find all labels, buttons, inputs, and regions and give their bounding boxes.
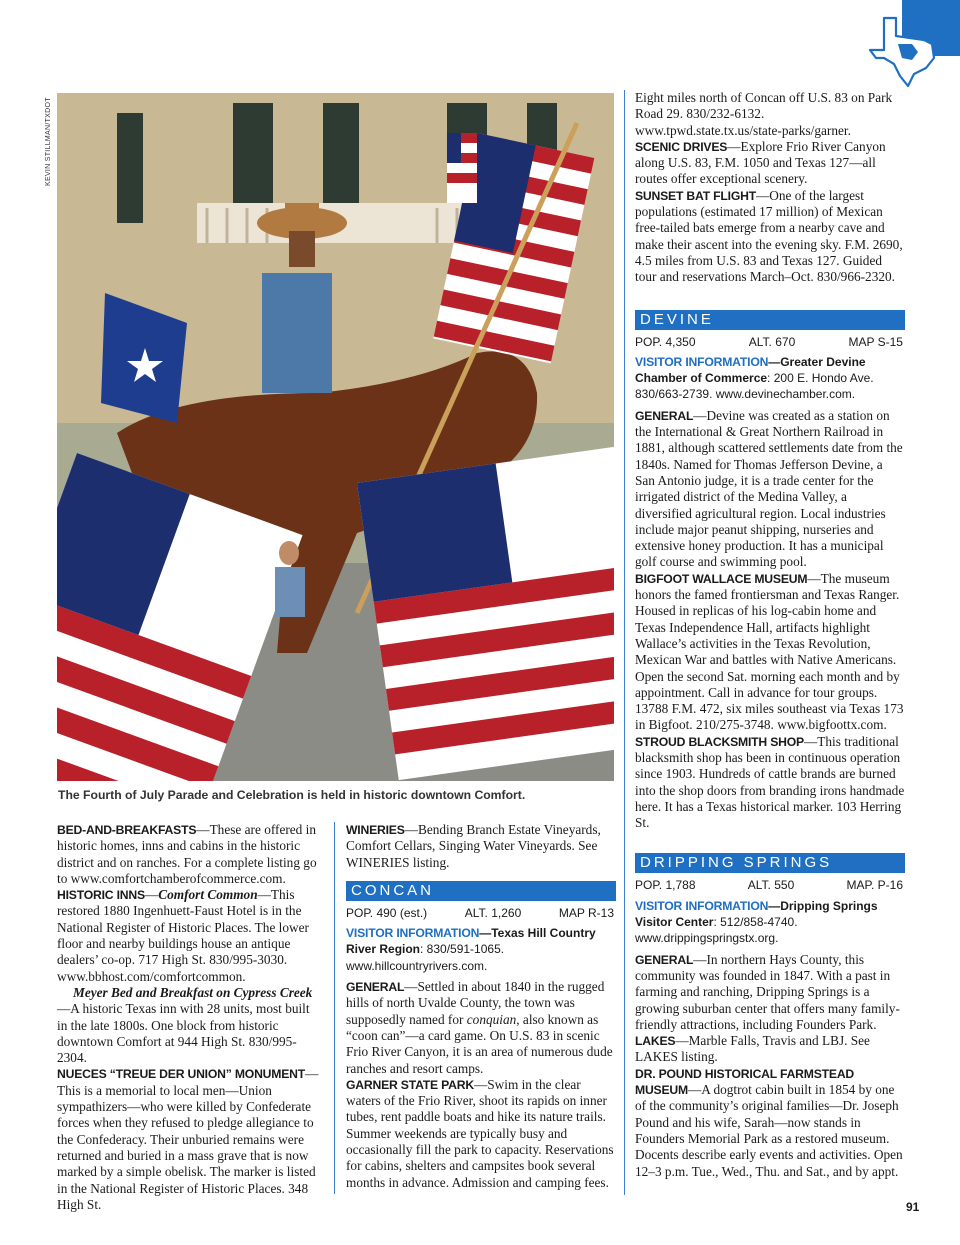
concan-general: GENERAL—Settled in about 1840 in the rugged hills of north Uvalde County, the town was supposedly named for conquian, also known as “coon can”—a card game. On U.S. 83 in scenic Frio River Canyon, it is an area of numerous dude ranches and resort camps. (346, 979, 613, 1076)
bigfoot-text: The museum honors the famed frontiersman and Texas Ranger. Housed in replicas of his log-cabin home and Texas Independence Hall, artifacts highlight Wallace’s activities in the Texas Revolution, Mexican War and battles with Native Americans. Open the second Sat. morning each month and by appointment. Call in advance for tour groups. 13788 F.M. 472, six miles southeast via Texas 173 in Bigfoot. 210/275-3748. www.bigfoottx.com. (635, 570, 904, 733)
wineries-entry: WINERIES—Bending Branch Estate Vineyards, Comfort Cellars, Singing Water Vineyards. See WINERIES listing. (346, 822, 601, 870)
wineries-heading: WINERIES (346, 823, 405, 837)
column-2 (346, 822, 616, 1191)
lakes-entry: LAKES—Marble Falls, Travis and LBJ. See LAKES listing. (635, 1033, 870, 1065)
scenic-heading: SCENIC DRIVES (635, 139, 728, 154)
devine-visitor-text: : 200 E. Hondo Ave. 830/663-2739. www.devinechamber.com. (635, 371, 874, 402)
dripping-general-heading: GENERAL (635, 952, 694, 967)
bat-entry: SUNSET BAT FLIGHT—One of the largest populations (estimated 17 million) of Mexican free-tailed bats emerge from a nearby cave and make their ascent into the evening sky. F.M. 2690, 4.5 miles from U.S. 83 and Texas 127. Guided tour and reservations March–Oct. 830/966-2320. (635, 187, 903, 285)
bigfoot-heading: BIGFOOT WALLACE MUSEUM (635, 571, 808, 586)
concan-pop: POP. 490 (est.) (346, 905, 428, 920)
dripping-visitor-heading: VISITOR INFORMATION (635, 898, 769, 913)
wineries-text: Bending Branch Estate Vineyards, Comfort Cellars, Singing Water Vineyards. See WINERIES listing. (346, 822, 601, 870)
stroud-entry: STROUD BLACKSMITH SHOP—This traditional blacksmith shop has been in continuous operation since 1903. Hundreds of cattle brands are burned into the shop doors from branding irons handmade here. It has a Texas historical marker. 103 Herring St. (635, 733, 905, 831)
devine-visitor (635, 354, 905, 403)
nueces-heading: NUECES “TREUE DER UNION” MONUMENT (57, 1067, 305, 1082)
photo-credit: KEVIN STILLMAN/TXDOT (45, 97, 52, 186)
stroud-heading: STROUD BLACKSMITH SHOP (635, 734, 804, 749)
column-rule-1 (334, 822, 335, 1194)
devine-visitor-heading: VISITOR INFORMATION (635, 354, 769, 369)
pound-entry: DR. POUND HISTORICAL FARMSTEAD MUSEUM—A dogtrot cabin built in 1854 by one of the community’s original families—Dr. Joseph Pound and his wife, Sarah—now stands in Founders Memorial Park as a restored museum. Docents describe early events and activities. Open 12–3 p.m. Tue., Wed., Thu. and Sat., and by appt. (635, 1066, 903, 1179)
devine-alt: ALT. 670 (748, 334, 796, 349)
lakes-text: Marble Falls, Travis and LBJ. See LAKES listing. (635, 1033, 870, 1065)
nueces-text: This is a memorial to local men—Union sympathizers—who were killed by Confederate forces when they refused to pledge allegiance to the Confederacy. Their unburied remains were returned and buried in a mass grave that is now marked by a simple obelisk. The marker is listed in the National Register of Historic Places. 348 High St. (57, 1082, 316, 1212)
meyer-entry: Meyer Bed and Breakfast on Cypress Creek—A historic Texas inn with 28 units, most built in the late 1800s. One block from historic downtown Comfort at 944 High St. 830/995-2304. (57, 984, 313, 1066)
dripping-pop: POP. 1,788 (635, 878, 696, 893)
meyer-name: Meyer Bed and Breakfast on Cypress Creek (73, 984, 313, 1000)
dripping-general: GENERAL—In northern Hays County, this community was founded in 1847. With a past in farming and ranching, Dripping Springs is a growing suburban center that offers many family-friendly attractions, including Founders Park. (635, 951, 900, 1032)
inns-text: This restored 1880 Ingenhuett-Faust Hotel is in the National Register of Historic Places. The lower floor and nearby buildings house an antique dealers’ co-op. 717 High St. 830/995-3030. www.bbhost.com/comfortcommon. (57, 887, 309, 984)
bigfoot-entry: BIGFOOT WALLACE MUSEUM—The museum honors the famed frontiersman and Texas Ranger. Housed in replicas of his log-cabin home and Texas Independence Hall, artifacts highlight Wallace’s activities in the Texas Revolution, Mexican War and battles with Native Americans. Open the second Sat. morning each month and by appointment. Call in advance for tour groups. 13788 F.M. 472, six miles southeast via Texas 173 in Bigfoot. 210/275-3748. www.bigfoottx.com. (635, 570, 904, 733)
column-rule-2 (624, 90, 625, 1195)
inns-heading: HISTORIC INNS (57, 888, 145, 903)
concan-stats (346, 905, 616, 921)
nueces-entry: NUECES “TREUE DER UNION” MONUMENT—This is a memorial to local men—Union sympathizers—who were killed by Confederate forces when they refused to pledge allegiance to the Confederacy. Their unburied remains were returned and buried in a mass grave that is now marked by a simple obelisk. The marker is listed in the National Register of Historic Places. 348 High St. (57, 1066, 319, 1212)
column-3 (635, 90, 905, 1180)
bat-heading: SUNSET BAT FLIGHT (635, 188, 756, 203)
devine-general-text: Devine was created as a station on the International & Great Northern Railroad in 1881, although scattered settlements date from the 1840s. Named for Thomas Jefferson Devine, a San Antonio judge, it is a trade center for the irrigated district of the Medina Valley, a diversified agricultural region. Local industries include major peanut shipping, nurseries and extensive honey production. It has a municipal golf course and swimming pool. (635, 407, 903, 570)
bnb-heading: BED-AND-BREAKFASTS (57, 823, 197, 837)
dripping-visitor (635, 898, 905, 947)
devine-general: GENERAL—Devine was created as a station on the International & Great Northern Railroad in 1881, although scattered settlements date from the 1840s. Named for Thomas Jefferson Devine, a San Antonio judge, it is a trade center for the irrigated district of the Medina Valley, a diversified agricultural region. Local industries include major peanut shipping, nurseries and extensive honey production. It has a municipal golf course and swimming pool. (635, 407, 903, 570)
concan-general-italic: conquian (466, 1011, 517, 1027)
concan-general-text-a: Settled in about 1840 in the rugged hills of north Uvalde County, the town was supposedly named for (346, 979, 605, 1027)
concan-title-bar: CONCAN (346, 881, 616, 901)
meyer-text: A historic Texas inn with 28 units, most built in the late 1800s. One block from historic downtown Comfort at 944 High St. 830/995-2304. (57, 1001, 310, 1066)
pound-heading: DR. POUND HISTORICAL FARMSTEAD MUSEUM (635, 1066, 855, 1098)
dripping-map: MAP. P-16 (846, 878, 903, 893)
concan-general-text-b: , also known as “coon can”—a card game. On U.S. 83 in scenic Frio River Canyon, it is an area of numerous dude ranches and resort camps. (346, 1011, 613, 1076)
parade-illustration (57, 93, 614, 781)
devine-title-bar: DEVINE (635, 310, 905, 330)
bnb-text: These are offered in historic homes, inns and cabins in the historic district and on ranches. For a complete listing go to www.comfortchamberofcommerce.com. (57, 822, 317, 886)
photo-caption: The Fourth of July Parade and Celebration is held in historic downtown Comfort. (58, 788, 526, 802)
pound-text: A dogtrot cabin built in 1854 by one of the community’s original families—Dr. Joseph Pound and his wife, Sarah—now stands in Founders Memorial Park as a restored museum. Docents describe early events and activities. Open 12–3 p.m. Tue., Wed., Thu. and Sat., and by appt. (635, 1082, 903, 1179)
devine-map: MAP S-15 (848, 334, 903, 349)
dripping-alt: ALT. 550 (747, 878, 795, 893)
garner-heading: GARNER STATE PARK (346, 1077, 474, 1092)
concan-visitor-text: : 830/591-1065. www.hillcountryrivers.com. (346, 942, 505, 973)
garner-continued: Eight miles north of Concan off U.S. 83 on Park Road 29. 830/232-6132. www.tpwd.state.tx.us/state-parks/garner. (635, 90, 893, 138)
devine-visitor-org: —Greater Devine Chamber of Commerce (635, 354, 866, 386)
scenic-entry: SCENIC DRIVES—Explore Frio River Canyon along U.S. 83, F.M. 1050 and Texas 127—all routes offer exceptional scenery. (635, 138, 886, 187)
garner-entry: GARNER STATE PARK—Swim in the clear waters of the Frio River, shoot its rapids on inner tubes, rent paddle boats and hike its nature trails. Summer weekends are typically busy and occasionally fill the park to capacity. Reservations for cabins, shelters and campsites book several months in advance. Admission and camping fees. (346, 1076, 614, 1190)
bat-text: One of the largest populations (estimated 17 million) of Mexican free-tailed bats emerge from a nearby cave and make their ascent into the evening sky. F.M. 2690, 4.5 miles from U.S. 83 and Texas 127. Guided tour and reservations March–Oct. 830/966-2320. (635, 187, 903, 285)
concan-visitor-org: —Texas Hill Country River Region (346, 926, 596, 957)
concan-visitor (346, 925, 616, 974)
lakes-heading: LAKES (635, 1034, 676, 1049)
texas-map-icon (868, 14, 940, 88)
dripping-title-bar: DRIPPING SPRINGS (635, 853, 905, 873)
concan-alt: ALT. 1,260 (464, 905, 522, 920)
stroud-text: This traditional blacksmith shop has been in continuous operation since 1903. Hundreds of cattle brands are burned into the shop doors from branding irons handmade here. It has a Texas historical marker. 103 Herring St. (635, 733, 905, 831)
garner-text: Swim in the clear waters of the Frio River, shoot its rapids on inner tubes, rent paddle boats and hike its nature trails. Summer weekends are typically busy and occasionally fill the park to capacity. Reservations for cabins, shelters and campsites book several months in advance. Admission and camping fees. (346, 1076, 614, 1190)
column-1 (57, 822, 323, 1213)
dripping-general-text: In northern Hays County, this community was founded in 1847. With a past in farming and ranching, Dripping Springs is a growing suburban center that offers many family-friendly attractions, including Founders Park. (635, 951, 900, 1032)
page-number: 91 (906, 1200, 920, 1214)
dripping-visitor-org: —Dripping Springs Visitor Center (635, 898, 878, 930)
concan-visitor-heading: VISITOR INFORMATION (346, 926, 480, 941)
inns-name: Comfort Common (158, 887, 258, 903)
devine-general-heading: GENERAL (635, 408, 694, 423)
bnb-entry: BED-AND-BREAKFASTS—These are offered in historic homes, inns and cabins in the historic district and on ranches. For a complete listing go to www.comfortchamberofcommerce.com. (57, 822, 317, 886)
scenic-text: Explore Frio River Canyon along U.S. 83, F.M. 1050 and Texas 127—all routes offer exceptional scenery. (635, 138, 886, 187)
devine-pop: POP. 4,350 (635, 334, 696, 349)
dripping-stats (635, 877, 905, 893)
parade-photo (57, 93, 614, 781)
devine-stats (635, 334, 905, 350)
concan-map: MAP R-13 (558, 905, 614, 920)
dripping-visitor-text: : 512/858-4740. www.drippingspringstx.org. (635, 915, 798, 946)
concan-general-heading: GENERAL (346, 980, 405, 995)
inns-entry: HISTORIC INNS—Comfort Common—This restored 1880 Ingenhuett-Faust Hotel is in the National Register of Historic Places. The lower floor and nearby buildings house an antique dealers’ co-op. 717 High St. 830/995-3030. www.bbhost.com/comfortcommon. (57, 887, 309, 984)
